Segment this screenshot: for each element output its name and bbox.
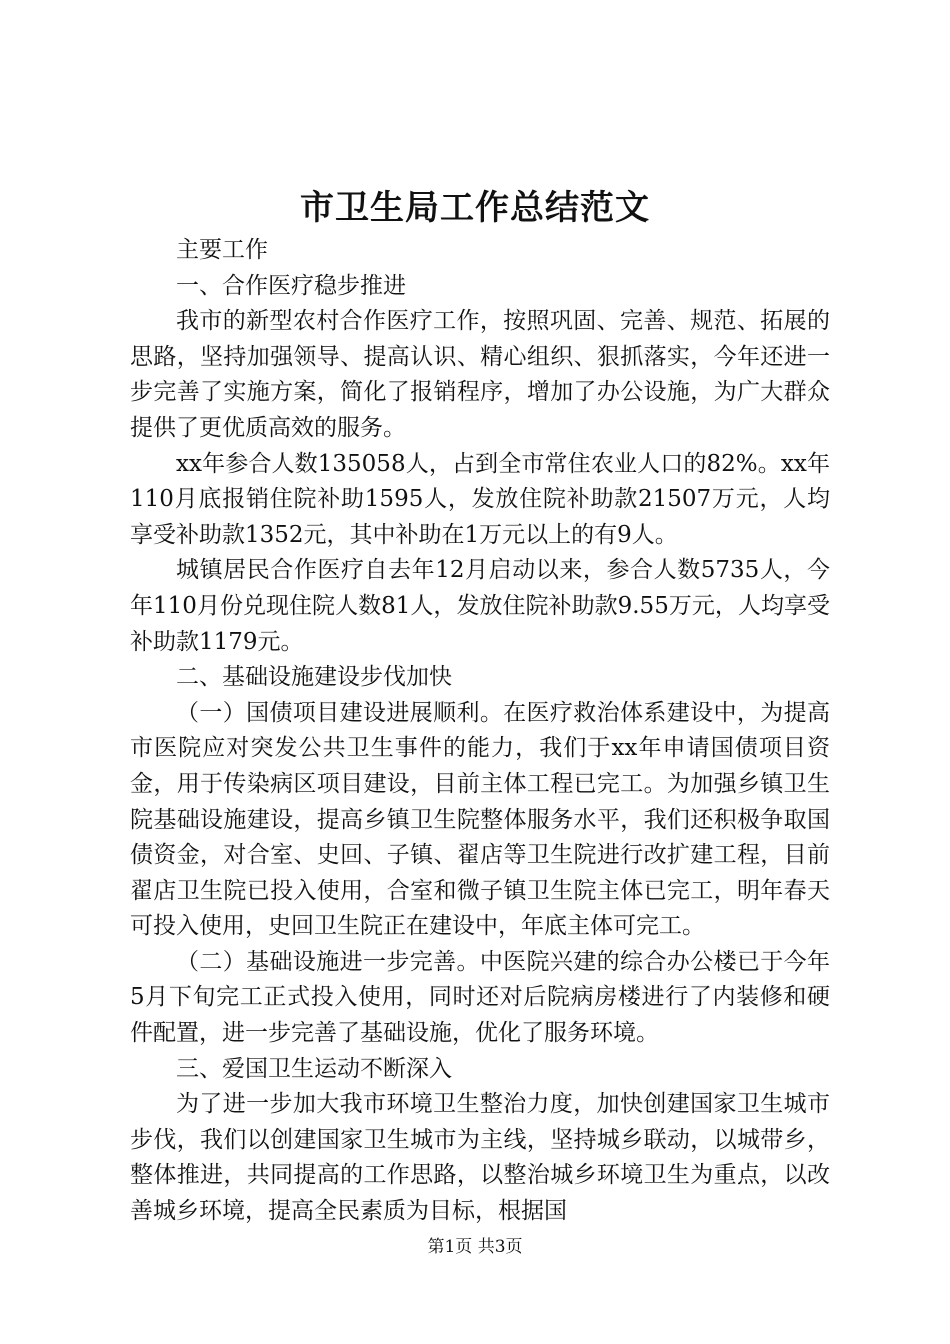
page-footer: 第1页 共3页: [427, 1237, 523, 1257]
section-heading: 主要工作: [176, 237, 268, 263]
body-paragraph: 我市的新型农村合作医疗工作，按照巩固、完善、规范、拓展的思路，坚持加强领导、提高认识、精心组织、狠抓落实，今年还进一步完善了实施方案，简化了报销程序，增加了办公设施，为广大群众提供了更优质高效的服务。: [130, 308, 830, 441]
section-heading: 一、合作医疗稳步推进: [176, 272, 406, 299]
body-paragraph: xx年参合人数135058人，占到全市常住农业人口的82%。xx年110月底报销住院补助1595人，发放住院补助款21507万元，人均享受补助款1352元，其中补助在1万元以上的有9人。: [130, 450, 830, 548]
section-heading: 三、爱国卫生运动不断深入: [176, 1055, 452, 1082]
body-paragraph: （二）基础设施进一步完善。中医院兴建的综合办公楼已于今年5月下旬完工正式投入使用，同时还对后院病房楼进行了内装修和硬件配置，进一步完善了基础设施，优化了服务环境。: [130, 948, 830, 1047]
body-paragraph: 城镇居民合作医疗自去年12月启动以来，参合人数5735人，今年110月份兑现住院人数81人，发放住院补助款9.55万元，人均享受补助款1179元。: [130, 557, 830, 655]
document-title: 市卫生局工作总结范文: [300, 188, 650, 228]
document-body: [130, 233, 830, 1230]
section-heading: 二、基础设施建设步伐加快: [176, 664, 452, 691]
body-paragraph: （一）国债项目建设进展顺利。在医疗救治体系建设中，为提高市医院应对突发公共卫生事件的能力，我们于xx年申请国债项目资金，用于传染病区项目建设，目前主体工程已完工。为加强乡镇卫生院基础设施建设，提高乡镇卫生院整体服务水平，我们还积极争取国债资金，对合室、史回、子镇、翟店等卫生院进行改扩建工程，目前翟店卫生院已投入使用，合室和微子镇卫生院主体已完工，明年春天可投入使用，史回卫生院正在建设中，年底主体可完工。: [130, 699, 830, 940]
body-paragraph: 为了进一步加大我市环境卫生整治力度，加快创建国家卫生城市步伐，我们以创建国家卫生城市为主线，坚持城乡联动，以城带乡，整体推进，共同提高的工作思路，以整治城乡环境卫生为重点，以改善城乡环境，提高全民素质为目标，根据国: [130, 1091, 830, 1225]
